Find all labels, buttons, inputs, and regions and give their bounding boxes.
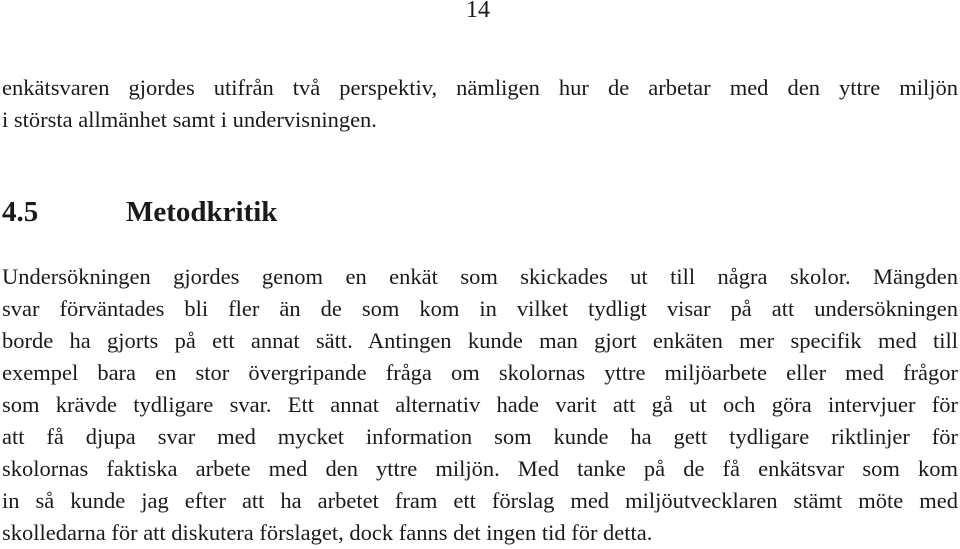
body-line: skolornas faktiska arbete med den yttre miljön. Med tanke på de få enkätsvar som kom: [2, 456, 958, 481]
body-line: som krävde tydligare svar. Ett annat alternativ hade varit att gå ut och göra intervjuer för: [2, 392, 958, 417]
body-line: borde ha gjorts på ett annat sätt. Antingen kunde man gjort enkäten mer specifik med till: [2, 328, 958, 353]
page-number: 14: [466, 0, 490, 23]
body-line: svar förväntades bli fler än de som kom in vilket tydligt visar på att undersökningen: [2, 296, 958, 321]
intro-line: i största allmänhet samt i undervisningen.: [2, 107, 377, 132]
body-line: Undersökningen gjordes genom en enkät som skickades ut till några skolor. Mängden: [2, 264, 958, 289]
section-title: Metodkritik: [126, 196, 278, 228]
body-line: skolledarna för att diskutera förslaget, dock fanns det ingen tid för detta.: [2, 520, 653, 545]
intro-line: enkätsvaren gjordes utifrån två perspektiv, nämligen hur de arbetar med den yttre miljön: [2, 75, 958, 100]
body-line: att få djupa svar med mycket information som kunde ha gett tydligare riktlinjer för: [2, 424, 958, 449]
body-line: exempel bara en stor övergripande fråga om skolornas yttre miljöarbete eller med frågor: [2, 360, 958, 385]
section-heading: [2, 195, 277, 229]
body-line: in så kunde jag efter att ha arbetet fram ett förslag med miljöutvecklaren stämt möte med: [2, 488, 958, 513]
section-number: 4.5: [2, 196, 39, 228]
